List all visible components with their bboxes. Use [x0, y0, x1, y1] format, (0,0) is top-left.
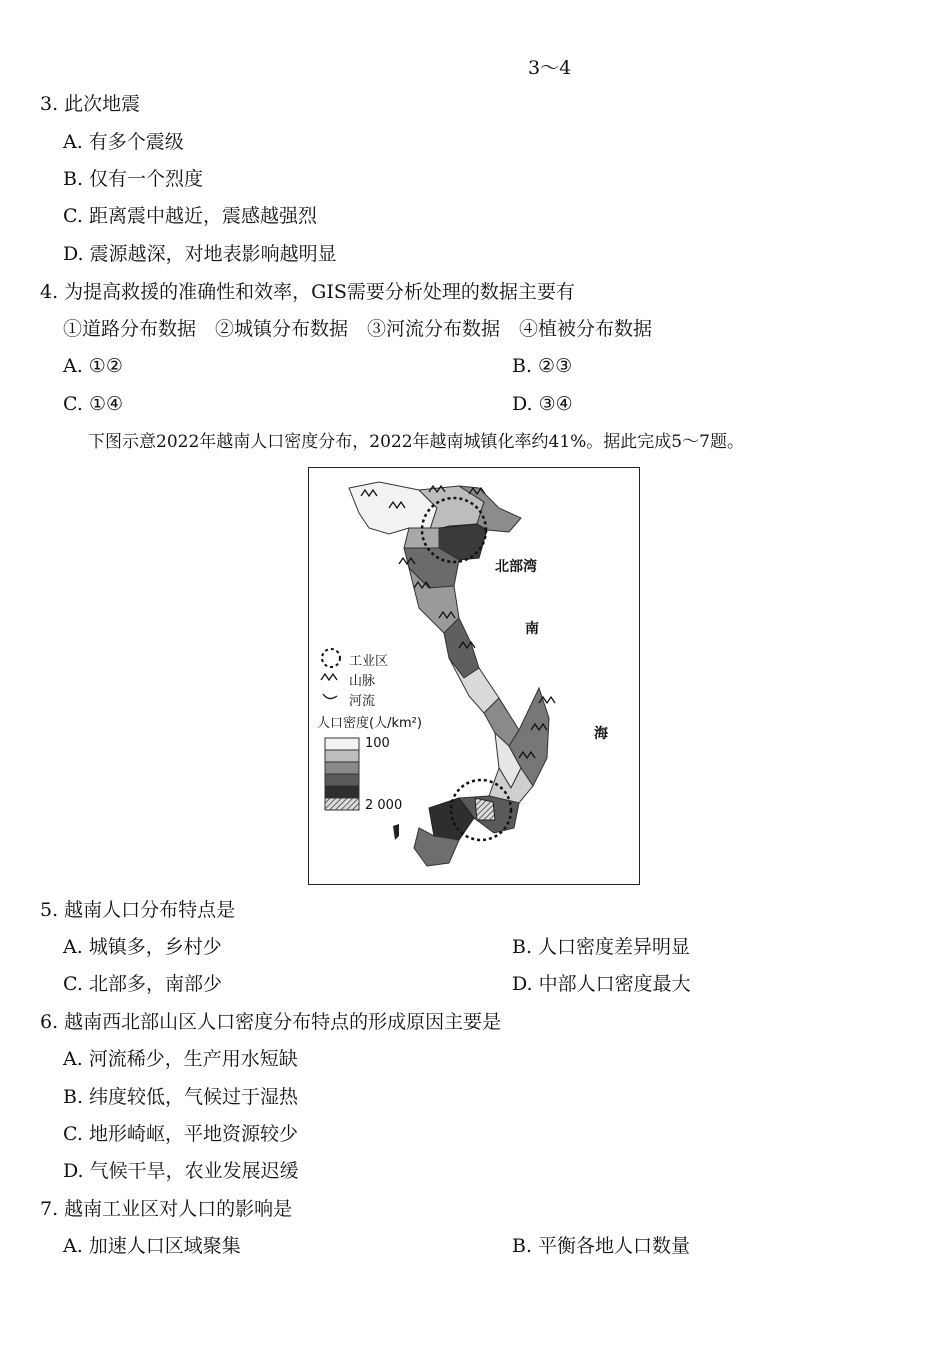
legend-industrial-symbol	[322, 649, 340, 667]
question-6-option-c: C. 地形崎岖，平地资源较少	[63, 1123, 298, 1145]
legend-industrial-label: 工业区	[349, 654, 389, 669]
vietnam-population-density-map	[308, 467, 640, 885]
question-6-option-b: B. 纬度较低，气候过于湿热	[63, 1086, 299, 1108]
region-hcmc	[475, 798, 495, 820]
question-6-option-d: D. 气候干旱，农业发展迟缓	[63, 1160, 299, 1182]
question-3-option-d: D. 震源越深，对地表影响越明显	[63, 243, 337, 265]
question-3-option-b: B. 仅有一个烈度	[63, 168, 204, 190]
legend-mountain-symbol	[321, 674, 337, 680]
question-5-option-d: D. 中部人口密度最大	[512, 973, 691, 995]
question-5-option-a: A. 城镇多，乡村少	[63, 936, 222, 958]
question-7-option-a: A. 加速人口区域聚集	[63, 1235, 241, 1257]
legend-river-label: 河流	[349, 694, 376, 709]
question-7-option-b: B. 平衡各地人口数量	[512, 1235, 691, 1257]
question-4-option-a: A. ①②	[63, 355, 123, 377]
question-4-stem: 4. 为提高救援的准确性和效率，GIS需要分析处理的数据主要有	[40, 281, 575, 303]
page-ref: 3～4	[528, 57, 572, 79]
question-6-stem: 6. 越南西北部山区人口密度分布特点的形成原因主要是	[40, 1011, 502, 1033]
label-sea-1: 南	[525, 621, 539, 637]
legend-river-symbol	[323, 694, 337, 699]
question-4-option-c: C. ①④	[63, 393, 124, 415]
question-5-option-c: C. 北部多，南部少	[63, 973, 222, 995]
intro-text: 下图示意2022年越南人口密度分布，2022年越南城镇化率约41%。据此完成5～7题。	[88, 432, 744, 452]
question-4-items: ①道路分布数据 ②城镇分布数据 ③河流分布数据 ④植被分布数据	[63, 318, 653, 340]
question-3-stem: 3. 此次地震	[40, 93, 141, 115]
legend-density-title: 人口密度(人/km²)	[317, 716, 422, 731]
question-4-option-d: D. ③④	[512, 393, 573, 415]
question-3-option-a: A. 有多个震级	[63, 131, 184, 153]
question-5-stem: 5. 越南人口分布特点是	[40, 899, 236, 921]
question-3-option-c: C. 距离震中越近，震感越强烈	[63, 205, 317, 227]
question-5-option-b: B. 人口密度差异明显	[512, 936, 691, 958]
legend-mountain-label: 山脉	[349, 674, 376, 689]
legend-density-ramp	[325, 738, 359, 810]
label-sea-2: 海	[594, 726, 608, 742]
legend-density-low: 100	[365, 736, 390, 751]
island-phu-quoc	[393, 824, 399, 840]
label-gulf: 北部湾	[495, 559, 537, 575]
question-4-option-b: B. ②③	[512, 355, 573, 377]
legend-density-high: 2 000	[365, 798, 403, 813]
question-6-option-a: A. 河流稀少，生产用水短缺	[63, 1048, 298, 1070]
question-7-stem: 7. 越南工业区对人口的影响是	[40, 1198, 293, 1220]
